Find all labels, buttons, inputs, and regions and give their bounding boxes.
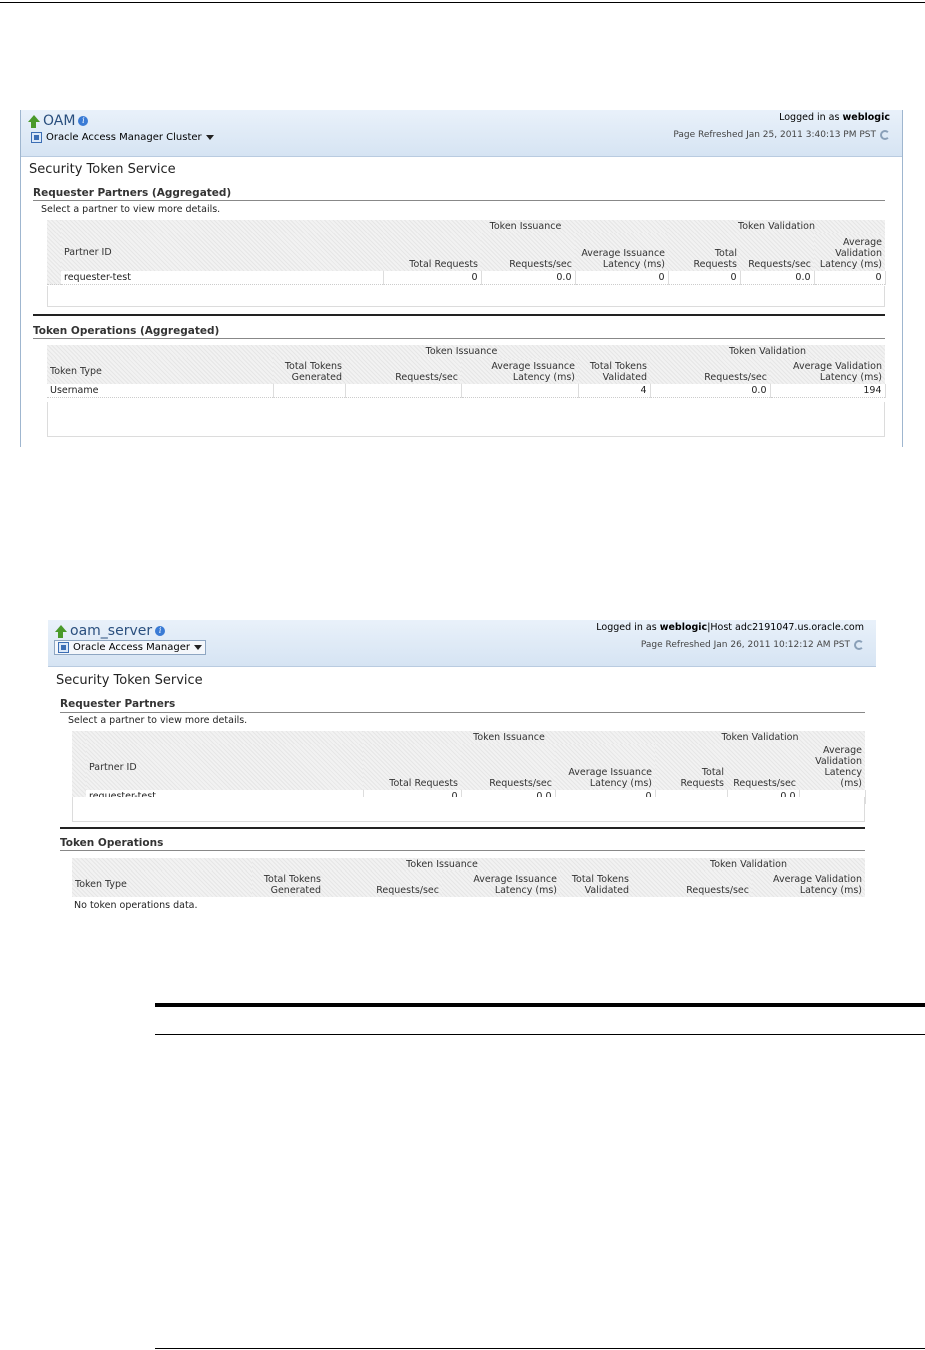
issuance-requests-sec — [345, 384, 461, 398]
col-issuance-latency[interactable]: Average Issuance Latency (ms) — [555, 744, 655, 790]
col-validation-total-requests[interactable]: Total Requests — [655, 744, 727, 790]
logged-in-info — [596, 622, 864, 633]
target-header — [21, 110, 902, 157]
validation-requests-sec: 0.0 — [740, 271, 814, 285]
screenshot-server-sts — [48, 620, 876, 912]
page-title: Security Token Service — [56, 673, 203, 688]
section-divider — [60, 712, 865, 713]
page-bottom-rule — [155, 1348, 925, 1349]
operations-table — [72, 858, 865, 897]
section-divider — [60, 827, 865, 829]
header-blank — [72, 858, 252, 871]
total-tokens-validated: 4 — [578, 384, 650, 398]
page-top-rule — [0, 2, 925, 3]
partners-hint: Select a partner to view more details. — [68, 715, 248, 726]
section-divider — [33, 314, 885, 316]
col-issuance-requests-sec[interactable]: Requests/sec — [324, 871, 442, 897]
server-icon — [58, 642, 69, 653]
col-total-tokens-generated[interactable]: Total Tokens Generated — [252, 871, 324, 897]
section-title-partners: Requester Partners — [60, 698, 176, 710]
page-refreshed-text: Page Refreshed Jan 25, 2011 3:40:13 PM PST — [673, 130, 876, 140]
table-empty-area — [47, 402, 885, 437]
header-stub — [47, 220, 61, 233]
section-title-operations: Token Operations (Aggregated) — [33, 325, 220, 337]
col-validation-latency[interactable]: Average Validation Latency (ms) — [752, 871, 865, 897]
group-token-validation: Token Validation — [668, 220, 885, 233]
col-validation-requests-sec[interactable]: Requests/sec — [727, 744, 799, 790]
header-stub — [72, 744, 86, 790]
header-blank — [578, 345, 650, 358]
group-token-issuance: Token Issuance — [363, 731, 655, 744]
table-row[interactable] — [47, 384, 885, 398]
target-header — [48, 620, 876, 667]
header-blank — [47, 345, 273, 358]
target-menu-label: Oracle Access Manager Cluster — [46, 132, 202, 143]
col-issuance-total-requests[interactable]: Total Requests — [363, 744, 461, 790]
header-blank — [86, 731, 363, 744]
header-blank — [252, 858, 324, 871]
section-divider — [60, 850, 865, 851]
table-empty-area — [47, 286, 885, 307]
logged-in-prefix: Logged in as — [779, 112, 840, 123]
col-issuance-requests-sec[interactable]: Requests/sec — [345, 358, 461, 384]
table-header-row — [72, 744, 865, 790]
user-name: weblogic — [659, 622, 708, 633]
group-token-issuance: Token Issuance — [345, 345, 578, 358]
partners-table — [72, 731, 866, 804]
logged-in-prefix: Logged in as — [596, 622, 657, 633]
group-token-validation: Token Validation — [650, 345, 885, 358]
cluster-icon — [31, 132, 42, 143]
section-title-partners: Requester Partners (Aggregated) — [33, 187, 232, 199]
refresh-icon[interactable] — [880, 130, 890, 140]
header-stub — [47, 233, 61, 271]
section-divider — [33, 338, 885, 339]
col-validation-requests-sec[interactable]: Requests/sec — [740, 233, 814, 271]
issuance-total-requests: 0 — [383, 271, 481, 285]
footer-rule-thin — [155, 1034, 925, 1035]
table-header-group-row — [72, 858, 865, 871]
validation-requests-sec: 0.0 — [650, 384, 770, 398]
target-menu[interactable] — [54, 640, 206, 655]
col-issuance-requests-sec[interactable]: Requests/sec — [481, 233, 575, 271]
col-issuance-latency[interactable]: Average Issuance Latency (ms) — [461, 358, 578, 384]
page-title: Security Token Service — [29, 162, 176, 177]
validation-total-requests: 0 — [668, 271, 740, 285]
chevron-down-icon — [194, 645, 202, 650]
page-refreshed — [673, 130, 890, 140]
col-issuance-latency[interactable]: Average Issuance Latency (ms) — [575, 233, 668, 271]
target-name[interactable]: oam_server — [70, 623, 153, 639]
table-empty-area — [72, 797, 865, 822]
issuance-latency — [461, 384, 578, 398]
info-icon[interactable]: i — [155, 626, 165, 636]
section-divider — [33, 200, 885, 201]
table-header-group-row — [72, 731, 865, 744]
col-total-tokens-validated[interactable]: Total Tokens Validated — [578, 358, 650, 384]
up-arrow-icon[interactable] — [27, 115, 40, 128]
table-row[interactable] — [47, 271, 885, 285]
col-validation-total-requests[interactable]: Total Requests — [668, 233, 740, 271]
total-tokens-generated — [273, 384, 345, 398]
partners-table — [47, 220, 886, 285]
section-title-operations: Token Operations — [60, 837, 164, 849]
validation-latency: 0 — [814, 271, 885, 285]
col-total-tokens-generated[interactable]: Total Tokens Generated — [273, 358, 345, 384]
col-issuance-requests-sec[interactable]: Requests/sec — [461, 744, 555, 790]
chevron-down-icon — [206, 135, 214, 140]
col-partner-id[interactable]: Partner ID — [86, 744, 363, 790]
up-arrow-icon[interactable] — [54, 625, 67, 638]
group-token-validation: Token Validation — [655, 731, 865, 744]
table-header-group-row — [47, 345, 885, 358]
col-partner-id[interactable]: Partner ID — [61, 233, 383, 271]
target-menu-label: Oracle Access Manager — [73, 642, 190, 653]
table-header-group-row — [47, 220, 885, 233]
target-name[interactable]: OAM — [43, 113, 76, 129]
header-blank — [560, 858, 632, 871]
col-validation-latency[interactable]: Average Validation Latency (ms) — [799, 744, 865, 790]
col-token-type[interactable]: Token Type — [72, 871, 252, 897]
refresh-icon[interactable] — [854, 640, 864, 650]
footer-rule-thick — [155, 1003, 925, 1007]
header-stub — [72, 731, 86, 744]
partner-id[interactable]: requester-test — [61, 271, 383, 285]
col-validation-requests-sec[interactable]: Requests/sec — [632, 871, 752, 897]
no-data-message: No token operations data. — [74, 900, 198, 911]
host-name: |Host adc2191047.us.oracle.com — [707, 622, 864, 633]
table-header-row — [72, 871, 865, 897]
group-token-validation: Token Validation — [632, 858, 865, 871]
user-name: weblogic — [842, 112, 890, 123]
table-header-row — [47, 358, 885, 384]
table-header-row — [47, 233, 885, 271]
issuance-requests-sec: 0.0 — [481, 271, 575, 285]
validation-latency: 194 — [770, 384, 885, 398]
operations-table — [47, 345, 886, 398]
target-menu[interactable] — [27, 130, 218, 145]
col-total-tokens-validated[interactable]: Total Tokens Validated — [560, 871, 632, 897]
info-icon[interactable]: i — [78, 116, 88, 126]
col-validation-latency[interactable]: Average Validation Latency (ms) — [814, 233, 885, 271]
group-token-issuance: Token Issuance — [383, 220, 668, 233]
col-issuance-total-requests[interactable]: Total Requests — [383, 233, 481, 271]
row-selector[interactable] — [47, 271, 61, 285]
col-validation-latency[interactable]: Average Validation Latency (ms) — [770, 358, 885, 384]
issuance-latency: 0 — [575, 271, 668, 285]
logged-in-info — [779, 112, 890, 123]
token-type: Username — [47, 384, 273, 398]
col-issuance-latency[interactable]: Average Issuance Latency (ms) — [442, 871, 560, 897]
group-token-issuance: Token Issuance — [324, 858, 560, 871]
screenshot-cluster-sts — [20, 110, 903, 447]
page-refreshed — [641, 640, 864, 650]
header-blank — [273, 345, 345, 358]
col-validation-requests-sec[interactable]: Requests/sec — [650, 358, 770, 384]
partners-hint: Select a partner to view more details. — [41, 204, 221, 215]
col-token-type[interactable]: Token Type — [47, 358, 273, 384]
header-blank — [61, 220, 383, 233]
page-refreshed-text: Page Refreshed Jan 26, 2011 10:12:12 AM PST — [640, 640, 850, 650]
